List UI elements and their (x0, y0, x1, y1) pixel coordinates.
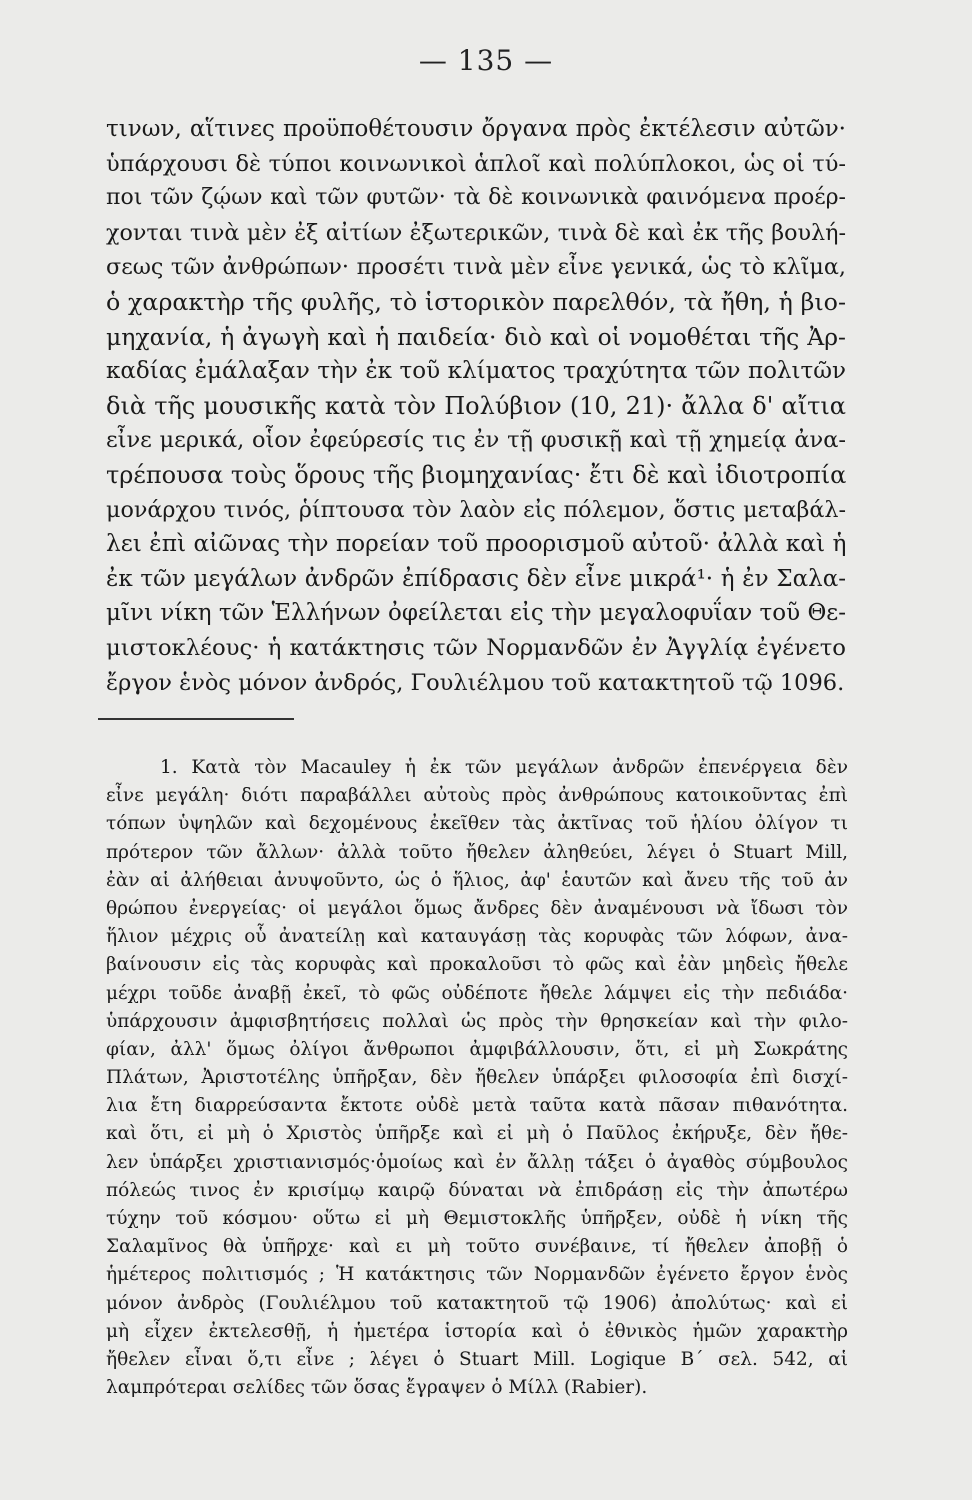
footnote-line: ὑπάρχουσιν ἀμφισβητήσεις πολλαὶ ὡς πρὸς τὴν θρησκείαν καὶ τὴν φιλο- (106, 1010, 848, 1032)
text-line: μηχανία, ἡ ἀγωγὴ καὶ ἡ παιδεία· διὸ καὶ οἱ νομοθέται τῆς Ἀρ- (106, 322, 846, 351)
text-line: ἐκ τῶν μεγάλων ἀνδρῶν ἐπίδρασις δὲν εἶνε μικρά¹· ἡ ἐν Σαλα- (106, 565, 846, 592)
footnote-line: πρότερον τῶν ἄλλων· ἀλλὰ τοῦτο ἤθελεν ἀληθεύει, λέγει ὁ Stuart Mill, (106, 841, 848, 863)
footnote-line: βαίνουσιν εἰς τὰς κορυφὰς καὶ προκαλοῦσι τὸ φῶς καὶ ἐὰν μηδεὶς ἤθελε (106, 954, 848, 976)
footnote-line: μὴ εἶχεν ἐκτελεσθῇ, ἡ ἡμετέρα ἱστορία καὶ ὁ ἐθνικὸς ἡμῶν χαρακτὴρ (106, 1320, 848, 1342)
footnote-line: μόνον ἀνδρὸς (Γουλιέλμου τοῦ κατακτητοῦ τῷ 1906) ἀπολύτως· καὶ εἰ (106, 1292, 848, 1314)
footnote-line: καὶ ὅτι, εἰ μὴ ὁ Χριστὸς ὑπῆρξε καὶ εἰ μὴ ὁ Παῦλος ἐκήρυξε, δὲν ἤθε- (106, 1123, 848, 1145)
footnote-line: ἥλιον μέχρις οὗ ἀνατείλῃ καὶ καταυγάσῃ τὰς κορυφὰς τῶν λόφων, ἀνα- (106, 926, 848, 948)
text-line: ὑπάρχουσι δὲ τύποι κοινωνικοὶ ἁπλοῖ καὶ πολύπλοκοι, ὡς οἱ τύ- (106, 150, 846, 177)
footnote-line: ἤθελεν εἶναι ὅ,τι εἶνε ; λέγει ὁ Stuart Mill. Logique B΄ σελ. 542, αἱ (106, 1348, 848, 1370)
footnote-line: ἡμέτερος πολιτισμός ; Ἡ κατάκτησις τῶν Νορμανδῶν ἐγένετο ἔργον ἑνὸς (106, 1264, 848, 1286)
footnote-divider (98, 718, 294, 720)
text-line: χονται τινὰ μὲν ἐξ αἰτίων ἐξωτερικῶν, τινὰ δὲ καὶ ἐκ τῆς βουλή- (106, 219, 846, 246)
text-line: ποι τῶν ζῴων καὶ τῶν φυτῶν· τὰ δὲ κοινωνικὰ φαινόμενα προέρ- (106, 185, 846, 211)
footnote-line: λεν ὑπάρξει χριστιανισμός·ὁμοίως καὶ ἐν ἄλλῃ τάξει ὁ ἀγαθὸς σύμβουλος (106, 1151, 848, 1173)
footnote-line: Πλάτων, Ἀριστοτέλης ὑπῆρξαν, δὲν ἤθελεν ὑπάρξει φιλοσοφία ἐπὶ δισχί- (106, 1067, 848, 1089)
footnote (106, 754, 848, 1402)
text-line: λει ἐπὶ αἰῶνας τὴν πορείαν τοῦ προορισμοῦ αὐτοῦ· ἀλλὰ καὶ ἡ (106, 530, 846, 558)
footnote-line: τόπων ὑψηλῶν καὶ δεχομένους ἐκεῖθεν τὰς ἀκτῖνας τοῦ ἡλίου ὀλίγον τι (106, 813, 848, 835)
text-line: μονάρχου τινός, ῥίπτουσα τὸν λαὸν εἰς πόλεμον, ὅστις μεταβάλ- (106, 496, 846, 523)
text-line: ἔργον ἑνὸς μόνον ἀνδρός, Γουλιέλμου τοῦ κατακτητοῦ τῷ 1096. (106, 669, 845, 696)
footnote-line: λαμπρότεραι σελίδες τῶν ὅσας ἔγραψεν ὁ Μίλλ (Rabier). (106, 1377, 648, 1399)
footnote-line: Σαλαμῖνος θὰ ὑπῆρχε· καὶ ει μὴ τοῦτο συνέβαινε, τί ἤθελεν ἀποβῇ ὁ (106, 1236, 848, 1258)
text-line: μῖνι νίκη τῶν Ἑλλήνων ὀφείλεται εἰς τὴν μεγαλοφυΐαν τοῦ Θε- (106, 600, 846, 627)
text-line: εἶνε μερικά, οἷον ἐφεύρεσίς τις ἐν τῇ φυσικῇ καὶ τῇ χημείᾳ ἀνα- (106, 427, 846, 454)
text-line: τρέπουσα τοὺς ὅρους τῆς βιομηχανίας· ἔτι δὲ καὶ ἰδιοτροπία (106, 460, 846, 489)
footnote-line: εἶνε μεγάλη· διότι παραβάλλει αὐτοὺς πρὸς ἀνθρώπους κατοικοῦντας ἐπὶ (106, 785, 848, 807)
footnote-line: μέχρι τοῦδε ἀναβῇ ἐκεῖ, τὸ φῶς οὐδέποτε ἤθελε λάμψει εἰς τὴν πεδιάδα· (106, 982, 848, 1004)
footnote-line: ἐὰν αἱ ἀλήθειαι ἀνυψοῦντο, ὡς ὁ ἥλιος, ἀφ' ἑαυτῶν καὶ ἄνευ τῆς τοῦ ἀν (106, 869, 848, 891)
footnote-line: τύχην τοῦ κόσμου· οὕτω εἰ μὴ Θεμιστοκλῆς ὑπῆρξεν, οὐδὲ ἡ νίκη τῆς (106, 1208, 848, 1229)
text-line: καδίας ἐμάλαξαν τὴν ἐκ τοῦ κλίματος τραχύτητα τῶν πολιτῶν (106, 358, 846, 385)
footnote-line: 1. Κατὰ τὸν Macauley ἡ ἐκ τῶν μεγάλων ἀνδρῶν ἐπενέργεια δὲν (160, 757, 848, 778)
footnote-line: λια ἔτη διαρρεύσαντα ἔκτοτε οὐδὲ μετὰ ταῦτα κατὰ πᾶσαν πιθανότητα. (106, 1095, 848, 1117)
main-text (106, 112, 846, 700)
page-number: — 135 — (418, 44, 554, 77)
text-line: μιστοκλέους· ἡ κατάκτησις τῶν Νορμανδῶν ἐν Ἀγγλίᾳ ἐγένετο (106, 634, 846, 661)
footnote-line: φίαν, ἀλλ' ὅμως ὀλίγοι ἄνθρωποι ἀμφιβάλλουσιν, ὅτι, εἰ μὴ Σωκράτης (106, 1038, 848, 1060)
footnote-line: πόλεώς τινος ἐν κρισίμῳ καιρῷ δύναται νὰ ἐπιδράσῃ εἰς τὴν ἀπωτέρω (106, 1179, 848, 1201)
text-line: διὰ τῆς μουσικῆς κατὰ τὸν Πολύβιον (10, 21)· ἄλλα δ' αἴτια (106, 391, 846, 420)
text-line: ὁ χαρακτὴρ τῆς φυλῆς, τὸ ἱστορικὸν παρελθόν, τὰ ἤθη, ἡ βιο- (106, 287, 846, 316)
text-line: σεως τῶν ἀνθρώπων· προσέτι τινὰ μὲν εἶνε γενικά, ὡς τὸ κλῖμα, (106, 254, 846, 281)
footnote-line: θρώπου ἐνεργείας· οἱ μεγάλοι ὅμως ἄνδρες δὲν ἀναμένουσι νὰ ἴδωσι τὸν (106, 897, 848, 919)
text-line: τινων, αἵτινες προϋποθέτουσιν ὄργανα πρὸς ἐκτέλεσιν αὐτῶν· (106, 116, 846, 142)
